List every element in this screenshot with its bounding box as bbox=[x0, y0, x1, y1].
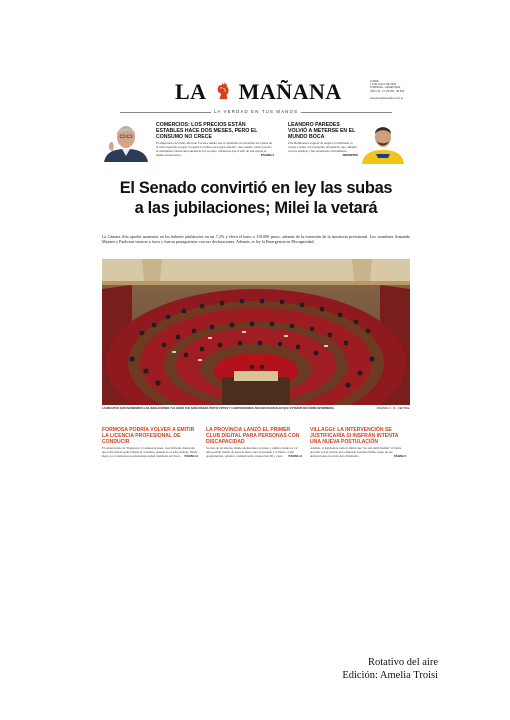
story-body: Se trata de un entorno donde adolescentes, jóvenes y adultos desde los 14 años podrán formar un espacio único para el presente y el futuro, como programación, robótica, comunicación, inspección 3D y otros. PÁGINA 11 bbox=[206, 446, 302, 458]
story-page-ref: PÁGINA 11 bbox=[184, 454, 198, 458]
senate-chamber-illustration bbox=[102, 259, 410, 405]
story-photo-footballer bbox=[358, 120, 408, 164]
caption-text: LA INICIATIVA QUE INCREMENTA LAS JUBILACIONES Y EL BONO FUE SANCIONADA POR 52 VOTOS Y 4 ABSTENCIONES. MUCHOS RADICALES QUE VOTARON DE FORMA INTERMEDIA. bbox=[102, 407, 335, 410]
story-body: El subsecretario de Transporte y Comunicaciones, José Orlando, mencionó que la Provincia podría firmar el convenio, aunque no se sabe cuándo. Desde mayo, los conductores profesionales deben tramitarla en Chaco. PÁGINA 11 bbox=[102, 446, 198, 458]
story-headline: VILLAGGI: LA INTERVENCIÓN SE JUSTIFICARÍA SI INSFRÁN INTENTA UNA NUEVA POSTULACIÓN bbox=[310, 427, 399, 445]
story-club-digital[interactable] bbox=[206, 428, 302, 459]
senate-chamber-photo bbox=[102, 259, 410, 405]
main-headline[interactable] bbox=[100, 178, 412, 218]
document-footer bbox=[342, 656, 438, 682]
caption-page-ref: PÁGINAS 3 · 16 · CENTRAL bbox=[376, 407, 410, 410]
tagline: LA VERDAD EN TUS MANOS bbox=[100, 109, 412, 114]
edition-line: LUNES bbox=[370, 80, 379, 83]
story-body: El empresario del rubro Ricardo Caceres señaló que el aguinaldo no movilizó las ventas en el nivel esperado porque "la gente lo utilizó para pagar deudas", aun cuando varios precios se mantienen. Desde una panadería por su parte, afirmaron que el kilo de pan cuesta lo mismo desde mayo. PÁGINA 5 bbox=[156, 141, 274, 157]
website-link[interactable]: www.lamañanaonline.com.ar bbox=[370, 96, 404, 100]
masthead bbox=[100, 73, 412, 113]
story-page-ref: PÁGINA 11 bbox=[288, 454, 302, 458]
story-body: Además, la legisladora radical afirmó que "no está debil Insfrán" el frente opositor con el partido de la diputada Gabriela Neme, luego de sus declaraciones en contra del oficialismo. PÁGINA 6 bbox=[310, 446, 406, 458]
edition-info bbox=[370, 80, 410, 100]
edition-line: AÑO LXI - Nº 23.456 - $1.500 bbox=[370, 89, 405, 93]
story-page-ref: PÁGINA 5 bbox=[260, 152, 274, 157]
story-headline: LEANDRO PAREDES VOLVIÓ A METERSE EN EL MUNDO BOCA bbox=[288, 122, 356, 140]
logo-text-left: LA bbox=[175, 79, 207, 104]
rooster-icon bbox=[214, 81, 232, 101]
story-headline: COMERCIOS: LOS PRECIOS ESTÁN ESTABLES HACE DOS MESES, PERO EL CONSUMO NO CRECE bbox=[156, 122, 258, 140]
newspaper-logo bbox=[175, 79, 342, 105]
story-page-ref: PÁGINA 6 bbox=[393, 454, 406, 458]
edition-line: 17 DE JULIO DE 2025 bbox=[370, 83, 397, 87]
newspaper-front-page bbox=[100, 68, 412, 482]
story-headline: LA PROVINCIA LANZÓ EL PRIMER CLUB DIGITAL PARA PERSONAS CON DISCAPACIDAD bbox=[206, 427, 300, 445]
edition-credit: Edición: Amelia Troisi bbox=[342, 670, 438, 681]
headline-line: El Senado convirtió en ley las subas bbox=[119, 179, 393, 197]
story-body: Una Bombonera explotó de alegría: la hinchada ya volvió a soñar con el jugador del mundo, que cumplió con las pruebas y fue presentado oficialmente. DEPORTES bbox=[288, 141, 358, 157]
headline-line: a las jubilaciones; Milei la vetará bbox=[134, 199, 378, 217]
tagline-row bbox=[100, 109, 412, 115]
story-villaggi[interactable] bbox=[310, 428, 406, 459]
story-page-ref: DEPORTES bbox=[342, 152, 358, 157]
story-headline: FORMOSA PODRÍA VOLVER A EMITIR LA LICENCIA PROFESIONAL DE CONDUCIR bbox=[102, 427, 195, 445]
bottom-stories bbox=[100, 428, 412, 482]
photo-caption bbox=[102, 407, 410, 410]
main-lede: La Cámara Alta aprobó aumentos en los haberes jubilatorios en un 7,2% y eleva el bono a 110.000 pesos, además de la extensión de la moratoria previsional. Los senadores Armando Mayans y Paoltroni votaron a favor y fueron protagonistas con sus declaraciones. Además, es ley la Emergencia en Discapacidad. bbox=[102, 234, 410, 245]
story-photo-businessman bbox=[100, 120, 152, 162]
story-licencia[interactable] bbox=[102, 428, 198, 459]
story-paredes[interactable] bbox=[288, 122, 358, 158]
top-stories bbox=[100, 120, 412, 166]
logo-text-right: MAÑANA bbox=[238, 79, 342, 104]
program-name: Rotativo del aire bbox=[368, 657, 438, 668]
edition-line: FORMOSA - ARGENTINA bbox=[370, 86, 401, 90]
story-commerce[interactable] bbox=[156, 122, 274, 158]
